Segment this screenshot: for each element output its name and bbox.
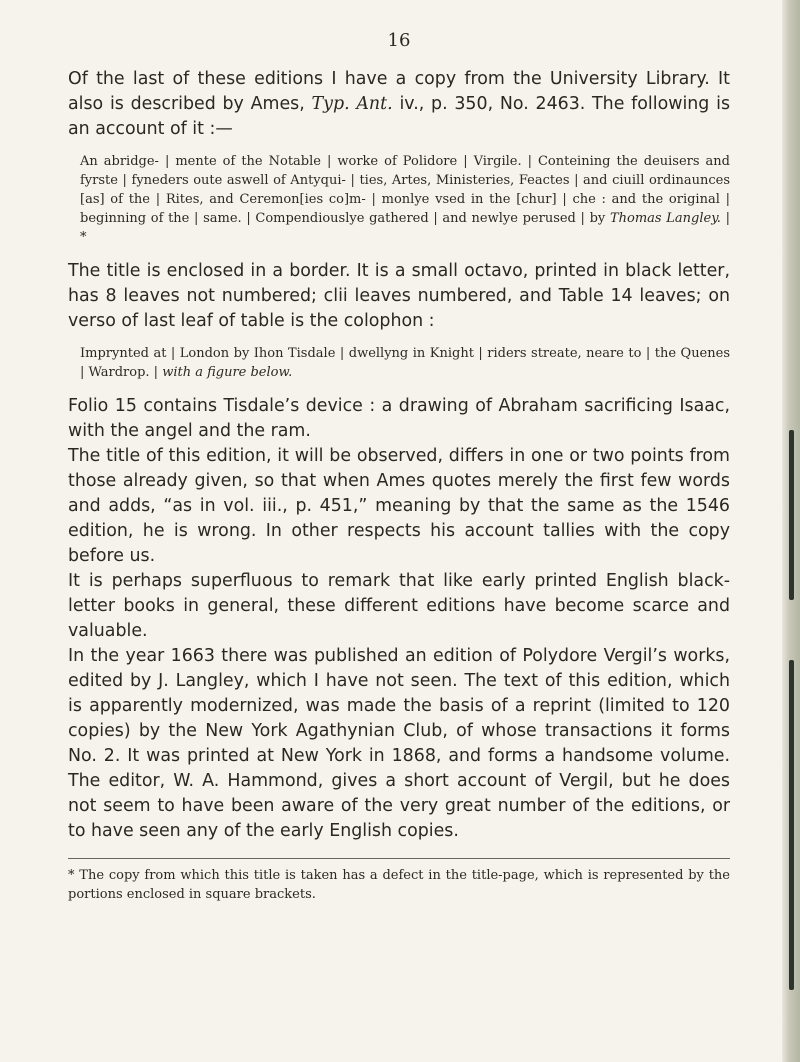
footnote: * The copy from which this title is taken has a defect in the title-page, which is represented by the portions enclosed in square brackets. — [68, 868, 730, 902]
paragraph-4: The title of this edition, it will be observed, differs in one or two points from those already given, so that when Ames quotes merely the first few words and adds, “as in vol. iii., p. 451,” meaning by that the same as the 1546 edition, he is wrong. In other respects his account tallies with the copy before us. — [68, 446, 730, 566]
paragraph-2: The title is enclosed in a border. It is a small octavo, printed in black letter, has 8 leaves not numbered; clii leaves numbered, and Table 14 leaves; on verso of last leaf of table is the colophon : — [68, 261, 730, 331]
footnote-divider — [68, 858, 730, 859]
colophon-quotation-text: Imprynted at | London by Ihon Tisdale | dwellyng in Knight | riders streate, neare to | the Quenes | Wardrop. | — [80, 346, 730, 380]
paragraph-3: Folio 15 contains Tisdale’s device : a drawing of Abraham sacrificing Isaac, with the angel and the ram. — [68, 396, 730, 441]
book-page — [68, 30, 730, 904]
paragraph-5: It is perhaps superfluous to remark that like early printed English black-letter books in general, these different editions have become scarce and valuable. — [68, 571, 730, 641]
page-number: 16 — [387, 30, 411, 51]
page-edge-shadow — [782, 0, 800, 1062]
paragraph-1-text-a: Of the last of these editions I have a copy from the University Library. It also is described by Ames, — [68, 69, 730, 114]
colophon-quotation-note: with a figure below. — [162, 365, 293, 380]
title-quotation — [80, 152, 730, 247]
title-quotation-end: | * — [80, 211, 731, 245]
paragraph-1-text-b: iv., p. 350, No. 2463. The following is an account of it :— — [68, 94, 731, 139]
edge-mark — [789, 660, 794, 990]
title-quotation-text: An abridge- | mente of the Notable | worke of Polidore | Virgile. | Conteining the deuisers and fyrste | fyneders oute aswell of Antyqui- | ties, Artes, Ministeries, Feactes | and ciuill ordinaunces [as] of the | Rites, and Ceremon[ies co]m- | monlye vsed in the [chur] | che : and the original | beginning of the | same. | Compendiouslye gathered | and newlye perused | by — [80, 154, 730, 226]
paragraph-6: In the year 1663 there was published an edition of Polydore Vergil’s works, edited by J. Langley, which I have not seen. The text of this edition, which is apparently modernized, was made the basis of a reprint (limited to 120 copies) by the New York Agathynian Club, of whose transactions it forms No. 2. It was printed at New York in 1868, and forms a handsome volume. The editor, W. A. Hammond, gives a short account of Vergil, but he does not seem to have been aware of the very great number of the editions, or to have seen any of the early English copies. — [68, 646, 730, 841]
title-quotation-author: Thomas Langley. — [609, 211, 721, 226]
paragraph-1 — [68, 67, 730, 142]
colophon-quotation — [80, 344, 730, 382]
edge-mark — [789, 430, 794, 600]
paragraph-1-reference: Typ. Ant. — [311, 94, 393, 114]
